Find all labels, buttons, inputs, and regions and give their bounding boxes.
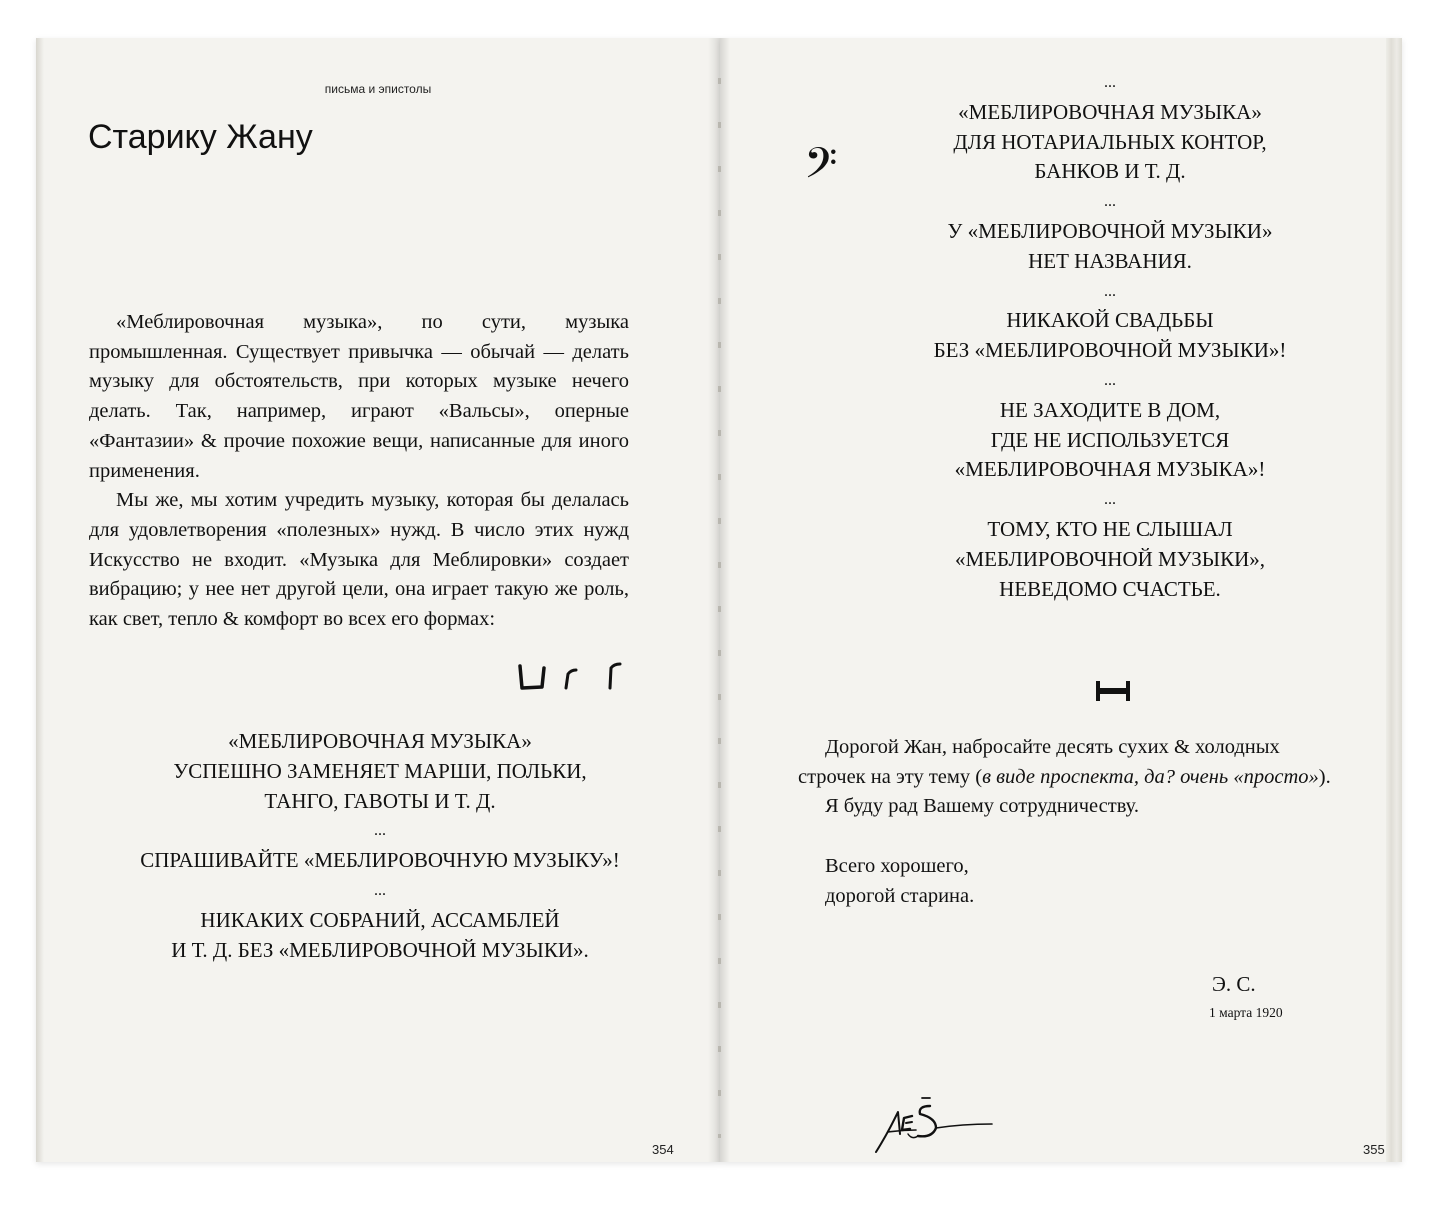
- slogan-line: У «МЕБЛИРОВОЧНОЙ МУЗЫКИ»: [947, 218, 1273, 243]
- slogan-line: УСПЕШНО ЗАМЕНЯЕТ МАРШИ, ПОЛЬКИ,: [173, 758, 587, 783]
- slogan-line: «МЕБЛИРОВОЧНАЯ МУЗЫКА»: [958, 99, 1262, 124]
- slogan-line: ГДЕ НЕ ИСПОЛЬЗУЕТСЯ: [990, 427, 1230, 452]
- slogan-line: ТАНГО, ГАВОТЫ И Т. Д.: [264, 788, 496, 813]
- running-head: письма и эпистолы: [324, 82, 432, 96]
- ellipsis-divider: ...: [1104, 282, 1116, 300]
- letter-body: [798, 733, 1338, 911]
- letter-italic-text: в виде проспекта, да? очень «просто»: [982, 765, 1319, 788]
- signature-date: 1 марта 1920: [1209, 1005, 1283, 1020]
- slogan-line: ТОМУ, КТО НЕ СЛЫШАЛ: [987, 516, 1233, 541]
- ellipsis-divider: ...: [374, 881, 386, 899]
- page-title: Старику Жану: [88, 118, 313, 156]
- slogan-line: ДЛЯ НОТАРИАЛЬНЫХ КОНТОР,: [953, 129, 1267, 154]
- slogan-line: НИКАКИХ СОБРАНИЙ, АССАМБЛЕЙ: [200, 907, 560, 932]
- page-number-right: 355: [1363, 1142, 1385, 1157]
- ellipsis-divider: ...: [1104, 491, 1116, 509]
- bass-clef-icon: 𝄢: [804, 139, 838, 199]
- slogan-line: БАНКОВ И Т. Д.: [1034, 159, 1186, 184]
- letter-paragraph-2: Я буду рад Вашему сотрудничеству.: [825, 795, 1139, 818]
- slogan-line: СПРАШИВАЙТЕ «МЕБЛИРОВОЧНУЮ МУЗЫКУ»!: [140, 848, 620, 873]
- signature-initials: Э. С.: [1212, 972, 1256, 996]
- slogans-left: [76, 727, 684, 965]
- slogan-line: НЕ ЗАХОДИТЕ В ДОМ,: [999, 397, 1221, 422]
- paragraph-2: Мы же, мы хотим учредить музыку, которая бы делалась для удовлетворения «полезных» нужд. В число этих нужд Искусство не входит. «Музыка для Меблировки» создает вибрацию; у нее нет другой цели, она играет такую же роль, как свет, тепло & комфорт во всех его формах:: [89, 489, 629, 631]
- slogan-line: НЕТ НАЗВАНИЯ.: [1028, 248, 1192, 273]
- body-text: [89, 308, 629, 635]
- slogans-right: [844, 68, 1376, 604]
- ellipsis-divider: ...: [1104, 193, 1116, 211]
- slogan-line: БЕЗ «МЕБЛИРОВОЧНОЙ МУЗЫКИ»!: [933, 338, 1287, 363]
- letter-text: ).: [1318, 765, 1331, 788]
- letter-paragraph-1: [798, 733, 1338, 792]
- letter-text: Дорогой Жан, набросайте десять сухих & холодных строчек на эту тему (: [798, 736, 1280, 788]
- slogan-line: «МЕБЛИРОВОЧНАЯ МУЗЫКА»!: [954, 457, 1266, 482]
- paragraph-1: «Меблировочная музыка», по сути, музыка промышленная. Существует привычка — обычай — делать музыку для обстоятельств, при которых музыке нечего делать. Так, например, играют «Вальсы», оперные «Фантазии» & прочие похожие вещи, написанные для иного применения.: [89, 311, 629, 482]
- letter-closing-2: дорогой старина.: [825, 884, 975, 907]
- ellipsis-divider: ...: [1104, 74, 1116, 91]
- ellipsis-divider: ...: [1104, 371, 1116, 389]
- slogan-line: НЕВЕДОМО СЧАСТЬЕ.: [999, 576, 1221, 601]
- slogan-line: «МЕБЛИРОВОЧНОЙ МУЗЫКИ»,: [954, 546, 1266, 571]
- handwritten-signature-icon: [872, 1090, 996, 1160]
- slogan-line: НИКАКОЙ СВАДЬБЫ: [1006, 308, 1214, 333]
- bar-ornament-icon: [1096, 681, 1130, 701]
- binding-stitches: [718, 78, 721, 1138]
- page-number-left: 354: [652, 1142, 674, 1157]
- slogan-line: «МЕБЛИРОВОЧНАЯ МУЗЫКА»: [228, 729, 532, 753]
- musical-notes-icon: [514, 658, 624, 694]
- ellipsis-divider: ...: [374, 822, 386, 840]
- slogan-line: И Т. Д. БЕЗ «МЕБЛИРОВОЧНОЙ МУЗЫКИ».: [171, 937, 589, 962]
- gutter-shadow-right: [720, 38, 730, 1162]
- letter-closing-1: Всего хорошего,: [825, 854, 969, 877]
- book-spread: [36, 38, 1402, 1162]
